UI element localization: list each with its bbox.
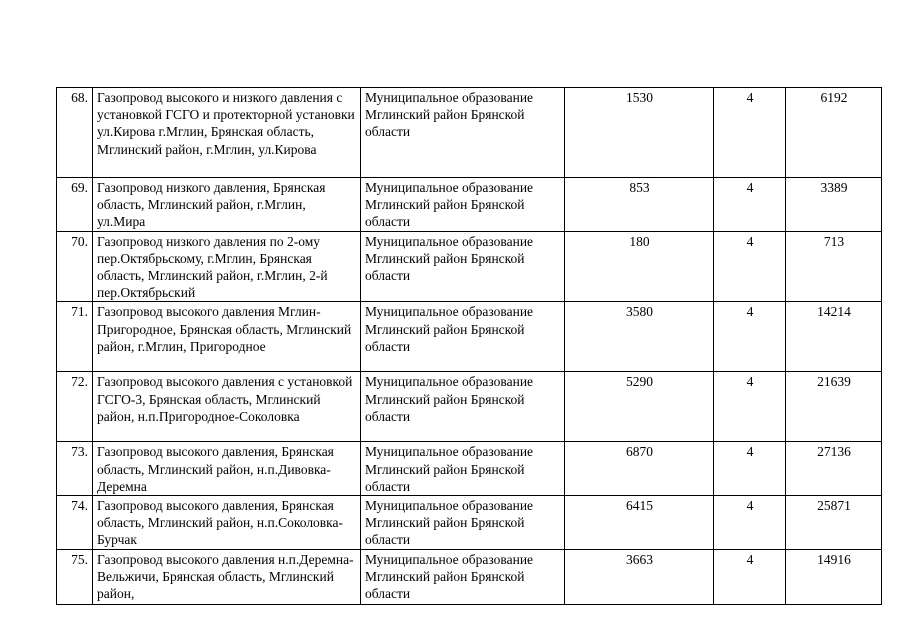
table-row xyxy=(57,178,882,232)
owner-name: Муниципальное образование Мглинский район Брянской области xyxy=(361,496,565,550)
column-5-value: 4 xyxy=(714,88,786,178)
column-5-value: 4 xyxy=(714,442,786,496)
gas-pipeline-table xyxy=(56,87,882,605)
length-value: 6415 xyxy=(565,496,714,550)
pipeline-description: Газопровод высокого давления, Брянская область, Мглинский район, н.п.Дивовка-Деремна xyxy=(93,442,361,496)
column-5-value: 4 xyxy=(714,231,786,302)
column-6-value: 713 xyxy=(786,231,882,302)
pipeline-description: Газопровод высокого давления Мглин-Пригородное, Брянская область, Мглинский район, г.Мглин, Пригородное xyxy=(93,302,361,372)
length-value: 853 xyxy=(565,178,714,232)
owner-name: Муниципальное образование Мглинский район Брянской области xyxy=(361,302,565,372)
pipeline-description: Газопровод высокого давления с установкой ГСГО-3, Брянская область, Мглинский район, н.п.Пригородное-Соколовка xyxy=(93,372,361,442)
column-5-value: 4 xyxy=(714,302,786,372)
row-number: 75. xyxy=(57,549,93,604)
row-number: 68. xyxy=(57,88,93,178)
owner-name: Муниципальное образование Мглинский район Брянской области xyxy=(361,178,565,232)
row-number: 71. xyxy=(57,302,93,372)
length-value: 180 xyxy=(565,231,714,302)
pipeline-description: Газопровод высокого давления н.п.Деремна-Вельжичи, Брянская область, Мглинский район, xyxy=(93,549,361,604)
column-6-value: 14214 xyxy=(786,302,882,372)
column-6-value: 14916 xyxy=(786,549,882,604)
column-6-value: 27136 xyxy=(786,442,882,496)
length-value: 6870 xyxy=(565,442,714,496)
length-value: 5290 xyxy=(565,372,714,442)
length-value: 3663 xyxy=(565,549,714,604)
pipeline-description: Газопровод высокого давления, Брянская область, Мглинский район, н.п.Соколовка-Бурчак xyxy=(93,496,361,550)
owner-name: Муниципальное образование Мглинский район Брянской области xyxy=(361,442,565,496)
pipeline-description: Газопровод низкого давления, Брянская область, Мглинский район, г.Мглин, ул.Мира xyxy=(93,178,361,232)
table-row xyxy=(57,302,882,372)
table-row xyxy=(57,372,882,442)
row-number: 70. xyxy=(57,231,93,302)
column-6-value: 6192 xyxy=(786,88,882,178)
table-row xyxy=(57,88,882,178)
column-5-value: 4 xyxy=(714,178,786,232)
owner-name: Муниципальное образование Мглинский район Брянской области xyxy=(361,549,565,604)
column-5-value: 4 xyxy=(714,496,786,550)
owner-name: Муниципальное образование Мглинский район Брянской области xyxy=(361,231,565,302)
table-row xyxy=(57,549,882,604)
pipeline-description: Газопровод низкого давления по 2-ому пер.Октябрьскому, г.Мглин, Брянская область, Мглинский район, г.Мглин, 2-й пер.Октябрьский xyxy=(93,231,361,302)
owner-name: Муниципальное образование Мглинский район Брянской области xyxy=(361,88,565,178)
column-6-value: 25871 xyxy=(786,496,882,550)
pipeline-description: Газопровод высокого и низкого давления с установкой ГСГО и протекторной установки ул.Кирова г.Мглин, Брянская область, Мглинский район, г.Мглин, ул.Кирова xyxy=(93,88,361,178)
owner-name: Муниципальное образование Мглинский район Брянской области xyxy=(361,372,565,442)
table-row xyxy=(57,442,882,496)
length-value: 3580 xyxy=(565,302,714,372)
row-number: 72. xyxy=(57,372,93,442)
column-6-value: 21639 xyxy=(786,372,882,442)
table-row xyxy=(57,496,882,550)
length-value: 1530 xyxy=(565,88,714,178)
row-number: 74. xyxy=(57,496,93,550)
row-number: 69. xyxy=(57,178,93,232)
row-number: 73. xyxy=(57,442,93,496)
column-5-value: 4 xyxy=(714,549,786,604)
table-row xyxy=(57,231,882,302)
column-5-value: 4 xyxy=(714,372,786,442)
column-6-value: 3389 xyxy=(786,178,882,232)
